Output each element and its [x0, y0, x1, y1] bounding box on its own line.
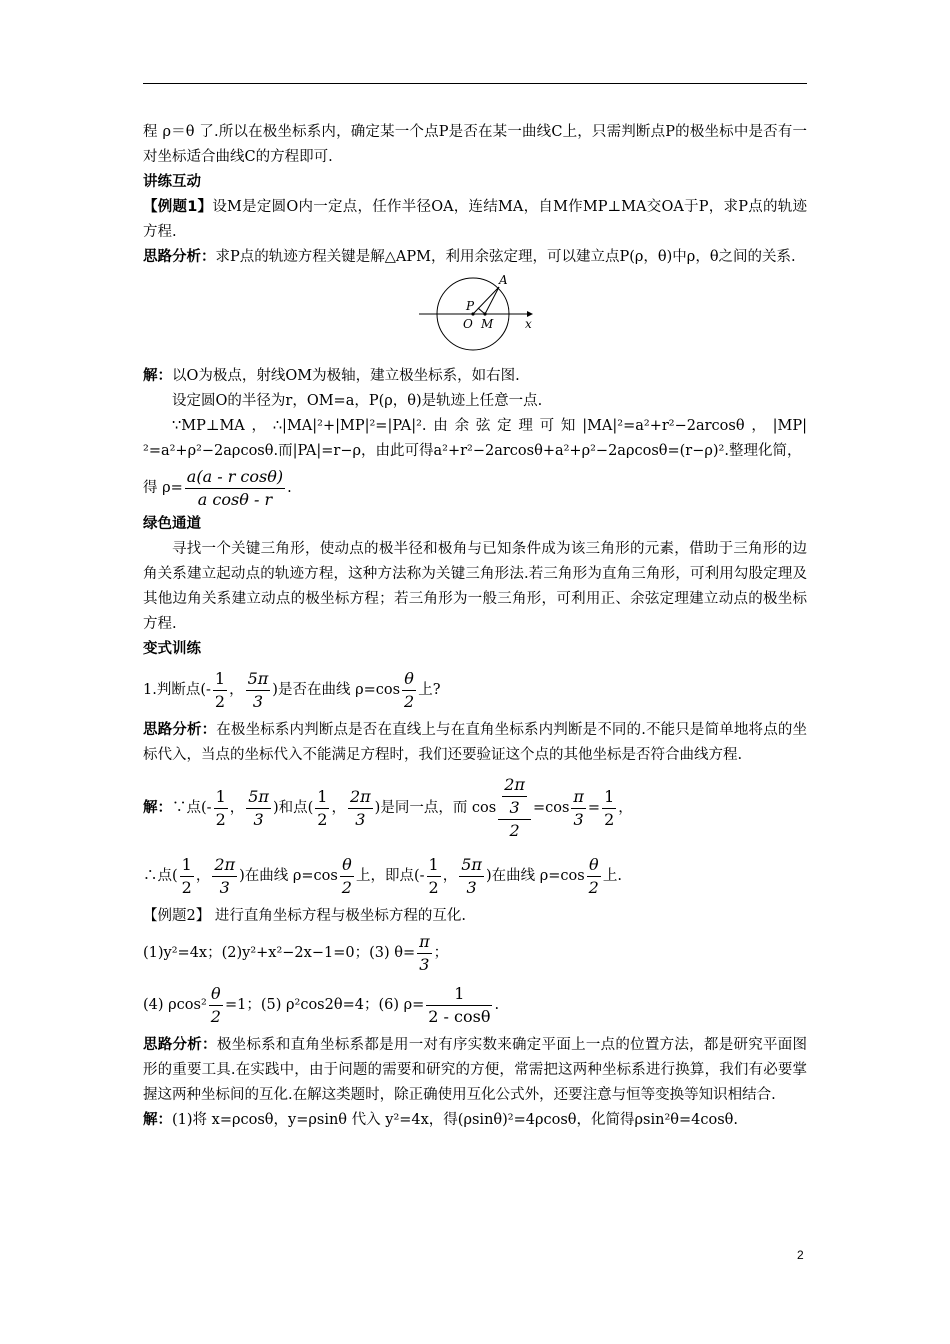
point-M [483, 312, 486, 315]
solution-2-line1: 解：∵点(- $\frac{1}{2}$ ， $\frac{5\pi}{3}$ )和点( $\frac{1}{2}$ ， $\frac{2\pi}{3}$ )是同一点，而 cos $\frac{\frac{2\pi}{3}}{2}$ =cos $\frac{\pi}{3}$ = $\frac{1}{2}$ ， [143, 775, 633, 840]
example-2: 【例题2】 进行直角坐标方程与极坐标方程的互化. [143, 908, 466, 924]
label-A: A [499, 273, 508, 287]
section-heading-green: 绿色通道 [143, 516, 201, 532]
analysis-1 [143, 245, 807, 270]
list-line-2: (4) ρcos² $\frac{\theta}{2}$ =1；(5) ρ²cos2θ=4；(6) ρ= $\frac{1}{2 - \cos\theta}$ . [143, 983, 500, 1026]
nested-fraction: $\frac{\frac{2\pi}{3}}{2}$ [498, 774, 531, 842]
example-1 [143, 195, 807, 245]
question-1: 1.判断点(- $\frac{1}{2}$ ， $\frac{5\pi}{3}$ )是否在曲线 ρ=cos $\frac{\theta}{2}$ 上? [143, 668, 441, 711]
result-fraction: $\frac{\text{a(a - r cosθ)}}{\text{a cosθ - r}}$ [186, 466, 284, 509]
circle-diagram [419, 272, 539, 358]
analysis-3-label: 思路分析： [143, 1037, 217, 1053]
solution-1-line2: 设定圆O的半径为r，OM=a，P(ρ，θ)是轨迹上任意一点. [172, 393, 543, 409]
page-number: 2 [797, 1248, 804, 1262]
label-x: x [525, 317, 532, 331]
example-1-label: 【例题1】 [143, 199, 213, 215]
header-rule [143, 83, 807, 84]
solution-2-line2: ∴点( $\frac{1}{2}$ ， $\frac{2\pi}{3}$ )在曲线 ρ=cos $\frac{\theta}{2}$ 上，即点(- $\frac{1}{2}$ ， $\frac{5\pi}{3}$ )在曲线 ρ=cos $\frac{\theta}{2}$ 上. [143, 854, 622, 897]
section-heading-variant: 变式训练 [143, 641, 201, 657]
section-heading-practice: 讲练互动 [143, 174, 201, 190]
analysis-2: 思路分析：在极坐标系内判断点是否在直线上与在直角坐标系内判断是不同的.不能只是简单地将点的坐标代入，当点的坐标代入不能满足方程时，我们还要验证这个点的其他坐标是否符合曲线方程. [143, 722, 807, 763]
intro-paragraph: 程 ρ＝θ 了.所以在极坐标系内，确定某一个点P是否在某一曲线C上，只需判断点P的极坐标中是否有一对坐标适合曲线C的方程即可. [143, 124, 807, 165]
label-P: P [466, 299, 475, 313]
example-2-label: 【例题2】 [143, 908, 211, 924]
analysis-1-label: 思路分析： [143, 249, 216, 265]
list-line-1: (1)y²=4x；(2)y²+x²−2x−1=0；(3) θ= $\frac{\pi}{3}$ ； [143, 931, 449, 974]
radius-OA [473, 287, 499, 314]
segment-MA [485, 287, 499, 314]
green-paragraph: 寻找一个关键三角形，使动点的极半径和极角与已知条件成为该三角形的元素，借助于三角形的边角关系建立起动点的轨迹方程，这种方法称为关键三角形法.若三角形为直角三角形，可利用勾股定理及其他边角关系建立动点的极坐标方程；若三角形为一般三角形，可利用正、余弦定理建立动点的极坐标方程. [143, 541, 807, 632]
solution-1-line1: 解：以O为极点，射线OM为极轴，建立极坐标系，如右图. [143, 368, 520, 384]
solution-1-label: 解： [143, 368, 172, 384]
solution-1-line3: ∵MP⊥MA，∴|MA|²+|MP|²=|PA|².由余弦定理可知|MA|²=a²+r²−2arcosθ，|MP|²=a²+ρ²−2aρcosθ.而|PA|=r−ρ，由此可得a²+r²−2arcosθ+a²+ρ²−2aρcosθ=(r−ρ)².整理化简， [143, 418, 807, 459]
example-1-text: 设M是定圆O内一定点，任作半径OA，连结MA，自M作MP⊥MA交OA于P，求P点的轨迹方程. [143, 199, 808, 240]
analysis-3: 思路分析：极坐标系和直角坐标系都是用一对有序实数来确定平面上一点的位置方法，都是研究平面图形的重要工具.在实践中，由于问题的需要和研究的方便，常需把这两种坐标系进行换算，我们有必要掌握这两种坐标间的互化.在解这类题时，除正确使用互化公式外，还要注意与恒等变换等知识相结合. [143, 1037, 808, 1103]
solution-1-result: 得 ρ= $\frac{\text{a(a - r cosθ)}}{\text{a cosθ - r}}$ . [143, 466, 292, 509]
label-M: M [481, 317, 494, 331]
solution-3-label: 解： [143, 1112, 172, 1128]
page-content [143, 120, 807, 1133]
analysis-1-text: 求P点的轨迹方程关键是解△APM，利用余弦定理，可以建立点P(ρ，θ)中ρ，θ之间的关系. [215, 249, 796, 265]
label-O: O [463, 317, 473, 331]
analysis-2-label: 思路分析： [143, 722, 217, 738]
solution-3: 解：(1)将 x=ρcosθ，y=ρsinθ 代入 y²=4x，得(ρsinθ)²=4ρcosθ，化简得ρsin²θ=4cosθ. [143, 1112, 739, 1128]
circle-figure [143, 272, 807, 360]
